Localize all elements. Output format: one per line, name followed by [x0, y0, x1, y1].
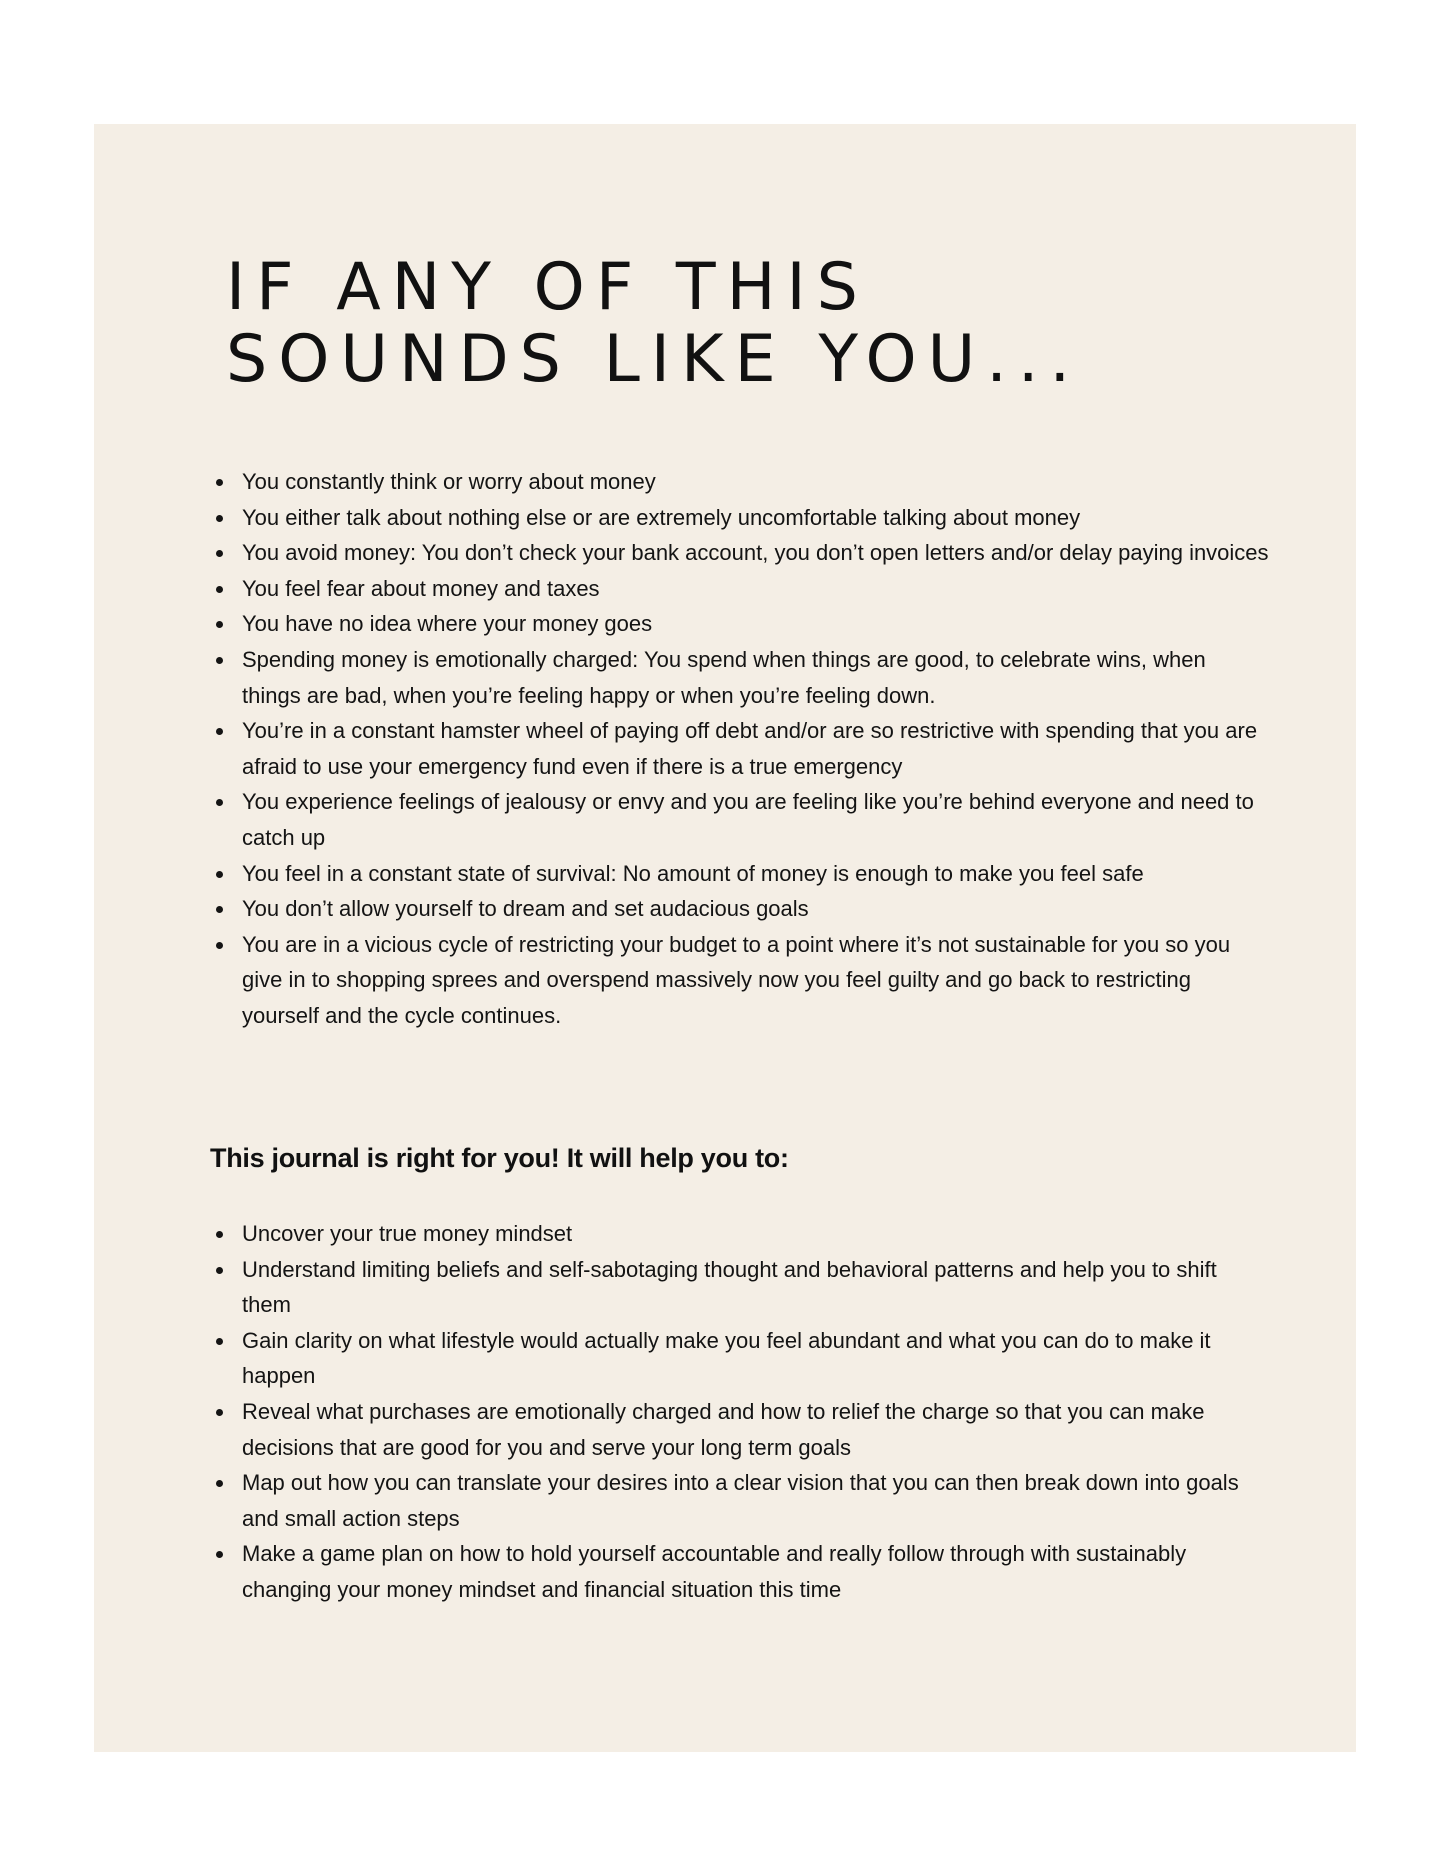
list-item: You’re in a constant hamster wheel of paying off debt and/or are so restrictive with spending that you are afraid to use your emergency fund even if there is a true emergency [210, 713, 1270, 784]
page-title [226, 252, 1081, 396]
list-item: Make a game plan on how to hold yourself accountable and really follow through with sustainably changing your money mindset and financial situation this time [210, 1536, 1270, 1607]
list-item: Map out how you can translate your desires into a clear vision that you can then break down into goals and small action steps [210, 1465, 1270, 1536]
page-title-line-1: IF ANY OF THIS [226, 250, 869, 325]
list-item: Understand limiting beliefs and self-sabotaging thought and behavioral patterns and help you to shift them [210, 1252, 1270, 1323]
symptoms-list [210, 464, 1270, 1034]
page-title-line-2: SOUNDS LIKE YOU... [226, 322, 1082, 397]
list-item: You are in a vicious cycle of restricting your budget to a point where it’s not sustainable for you so you give in to shopping sprees and overspend massively now you feel guilty and go back to restricting yourself and the cycle continues. [210, 927, 1270, 1034]
list-item: You feel fear about money and taxes [210, 571, 1270, 607]
content-card [94, 124, 1356, 1752]
list-item: Reveal what purchases are emotionally charged and how to relief the charge so that you can make decisions that are good for you and serve your long term goals [210, 1394, 1270, 1465]
list-item: Spending money is emotionally charged: You spend when things are good, to celebrate wins, when things are bad, when you’re feeling happy or when you’re feeling down. [210, 642, 1270, 713]
section-subheading: This journal is right for you! It will help you to: [210, 1143, 789, 1173]
list-item: You don’t allow yourself to dream and set audacious goals [210, 891, 1270, 927]
benefits-list [210, 1216, 1270, 1608]
list-item: You either talk about nothing else or are extremely uncomfortable talking about money [210, 500, 1270, 536]
list-item: You have no idea where your money goes [210, 606, 1270, 642]
list-item: You feel in a constant state of survival: No amount of money is enough to make you feel safe [210, 856, 1270, 892]
list-item: Uncover your true money mindset [210, 1216, 1270, 1252]
list-item: Gain clarity on what lifestyle would actually make you feel abundant and what you can do to make it happen [210, 1323, 1270, 1394]
list-item: You experience feelings of jealousy or envy and you are feeling like you’re behind everyone and need to catch up [210, 784, 1270, 855]
list-item: You constantly think or worry about money [210, 464, 1270, 500]
list-item: You avoid money: You don’t check your bank account, you don’t open letters and/or delay paying invoices [210, 535, 1270, 571]
